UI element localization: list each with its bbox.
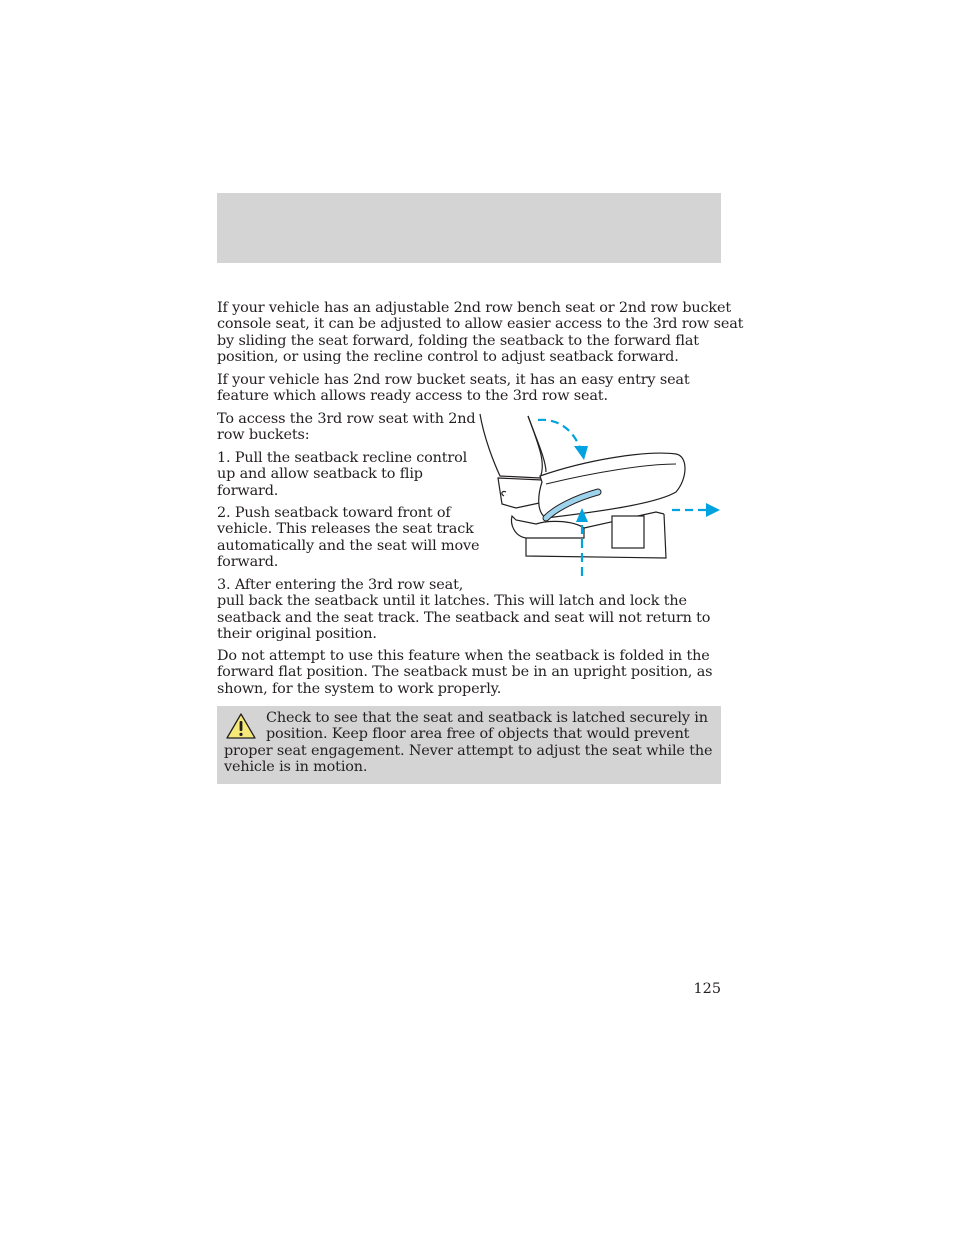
caution-line: shown, for the system to work properly. [217,680,502,697]
seatback-bolster [528,416,546,472]
step-1-paragraph [217,450,467,499]
easy-entry-paragraph [217,372,690,405]
easy-entry-line: If your vehicle has 2nd row bucket seats, it has an easy entry seat [217,372,690,388]
intro-line: console seat, it can be adjusted to allow easier access to the 3rd row seat [217,316,744,333]
step-1-line: up and allow seatback to flip [217,466,423,483]
warning-triangle-icon [225,712,257,740]
access-line: row buckets: [217,427,310,444]
page-number: 125 [693,981,721,997]
intro-line: If your vehicle has an adjustable 2nd row bench seat or 2nd row bucket [217,300,731,316]
recliner-housing [498,478,544,508]
intro-paragraph [217,300,743,365]
warning-exclamation-dot [239,733,242,736]
section-header-band [217,193,721,263]
caution-line: forward flat position. The seatback must be in an upright position, as [217,664,713,681]
step-2-paragraph [217,505,479,570]
seat-illustration-icon [476,408,726,580]
caution-paragraph [217,648,712,697]
easy-entry-line: feature which allows ready access to the 3rd row seat. [217,388,608,405]
warning-exclamation-bar [240,721,243,731]
caution-line: Do not attempt to use this feature when the seatback is folded in the [217,648,710,664]
access-line: To access the 3rd row seat with 2nd [217,411,476,427]
access-paragraph [217,411,475,444]
seat-slide-arrowhead [706,503,720,517]
step-2-line: forward. [217,553,279,570]
step-3-line: pull back the seatback until it latches. This will latch and lock the [217,593,687,610]
intro-line: by sliding the seat forward, folding the seatback to the forward flat [217,332,699,349]
warning-text-indented [266,710,708,743]
step-3-line: seatback and the seat track. The seatback and seat will not return to [217,609,711,626]
intro-line: position, or using the recline control to adjust seatback forward. [217,348,679,365]
seat-track-bracket [612,516,644,548]
step-1-line: 1. Pull the seatback recline control [217,450,468,466]
step-2-line: 2. Push seatback toward front of [217,505,451,521]
step-3-paragraph [217,577,710,642]
warning-line: vehicle is in motion. [224,759,368,776]
warning-line: position. Keep floor area free of objects that would prevent [266,726,690,743]
seatback-fold-arrow-line [538,420,580,448]
warning-text-full [224,743,712,776]
step-2-line: vehicle. This releases the seat track [217,521,474,538]
seatback-outline [480,414,542,478]
step-3-line: their original position. [217,625,377,642]
warning-line: proper seat engagement. Never attempt to adjust the seat while the [224,743,713,759]
warning-line: Check to see that the seat and seatback is latched securely in [266,710,708,726]
seatback-fold-arrowhead [574,446,588,460]
step-1-line: forward. [217,482,279,499]
warning-box [217,706,721,784]
step-2-line: automatically and the seat will move [217,537,480,554]
step-3-line: 3. After entering the 3rd row seat, [217,577,464,593]
